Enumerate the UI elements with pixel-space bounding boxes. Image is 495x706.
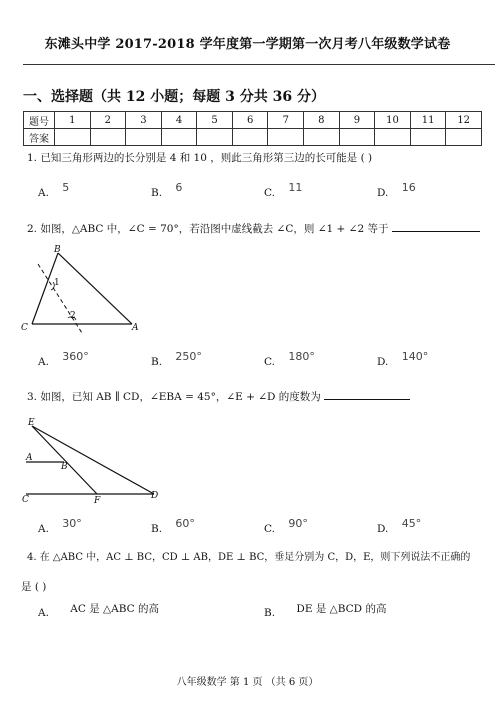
point-label-a: A [26, 453, 33, 463]
option-value: 45° [401, 517, 422, 530]
option-letter: A. [38, 356, 49, 368]
question-2-stem: 2. 如图，△ABC 中，∠C = 70°，若沿图中虚线截去 ∠C，则 ∠1 + ∠2 等于 [27, 223, 389, 235]
answer-cell[interactable] [339, 129, 375, 146]
question-number-cell: 2 [90, 112, 126, 129]
row-label-number: 题号 [24, 112, 55, 129]
question-1-text: 1. 已知三角形两边的长分别是 4 和 10 ，则此三角形第三边的长可能是 ( ) [27, 152, 373, 164]
question-number-cell: 7 [268, 112, 304, 129]
option-letter: B. [264, 607, 276, 619]
row-label-answer: 答案 [24, 129, 55, 146]
option-value: 60° [175, 517, 195, 530]
question-number-cell: 6 [232, 112, 268, 129]
parallel-lines-figure [18, 412, 168, 504]
q1-option-a[interactable] [38, 181, 70, 199]
answer-cell[interactable] [410, 129, 446, 146]
option-value: 180° [288, 350, 315, 363]
option-letter: A. [38, 187, 49, 199]
angle-label-1: 1 [54, 278, 60, 288]
q4-option-a[interactable] [38, 605, 159, 620]
question-3-stem: 3. 如图，已知 AB ∥ CD，∠EBA = 45°，∠E + ∠D 的度数为 [27, 391, 321, 403]
option-letter: D. [377, 523, 389, 535]
option-value: 6 [175, 181, 183, 194]
option-value: 90° [288, 517, 308, 530]
answer-cell[interactable] [268, 129, 304, 146]
answer-cell[interactable] [55, 129, 91, 146]
option-letter: A. [38, 607, 49, 619]
option-value: AC 是 △ABC 的高 [70, 603, 159, 615]
section-heading: 一、选择题（共 12 小题；每题 3 分共 36 分） [23, 89, 325, 105]
option-letter: A. [38, 523, 49, 535]
answer-blank[interactable] [392, 220, 480, 232]
triangle-abc-figure [18, 242, 148, 334]
option-value: 30° [62, 517, 82, 530]
vertex-label-a: A [132, 323, 139, 333]
answer-table [23, 111, 482, 146]
question-number-cell: 10 [375, 112, 411, 129]
answer-table-number-row [24, 112, 482, 129]
q2-option-b[interactable] [151, 350, 202, 368]
point-label-d: D [151, 491, 159, 501]
option-value: 5 [62, 181, 70, 194]
option-value: 11 [288, 181, 303, 194]
option-letter: C. [264, 523, 275, 535]
answer-cell[interactable] [232, 129, 268, 146]
q1-option-d[interactable] [377, 181, 416, 199]
answer-cell[interactable] [304, 129, 340, 146]
answer-cell[interactable] [126, 129, 162, 146]
option-letter: B. [151, 356, 163, 368]
question-4-text-line2: 是 ( ) [21, 581, 47, 593]
exam-title: 东滩头中学 2017-2018 学年度第一学期第一次月考八年级数学试卷 [44, 37, 451, 52]
question-3-text [27, 388, 410, 404]
question-number-cell: 8 [304, 112, 340, 129]
q2-option-d[interactable] [377, 350, 429, 368]
question-number-cell: 5 [197, 112, 233, 129]
question-number-cell: 12 [446, 112, 482, 129]
option-value: 16 [401, 181, 416, 194]
q2-option-c[interactable] [264, 350, 315, 368]
answer-cell[interactable] [161, 129, 197, 146]
question-number-cell: 1 [55, 112, 91, 129]
point-label-f: F [94, 496, 101, 504]
angle-label-2: 2 [70, 311, 76, 321]
question-number-cell: 3 [126, 112, 162, 129]
q2-option-a[interactable] [38, 350, 89, 368]
answer-blank[interactable] [324, 388, 410, 400]
option-value: 360° [62, 350, 89, 363]
answer-cell[interactable] [375, 129, 411, 146]
title-divider [23, 64, 495, 65]
option-letter: C. [264, 187, 275, 199]
option-letter: B. [151, 523, 163, 535]
page-footer: 八年级数学 第 1 页 （共 6 页） [176, 677, 319, 688]
question-number-cell: 4 [161, 112, 197, 129]
q1-option-b[interactable] [151, 181, 183, 199]
q3-option-a[interactable] [38, 517, 82, 535]
answer-table-answer-row [24, 129, 482, 146]
question-4-text-line1: 4. 在 △ABC 中，AC ⊥ BC，CD ⊥ AB，DE ⊥ BC，垂足分别为 C，D，E，则下列说法不正确的 [27, 552, 471, 563]
option-value: DE 是 △BCD 的高 [296, 603, 387, 615]
option-letter: C. [264, 356, 275, 368]
vertex-label-b: B [54, 245, 61, 255]
question-2-text [27, 220, 480, 236]
option-letter: D. [377, 187, 389, 199]
option-value: 140° [401, 350, 429, 363]
question-number-cell: 11 [410, 112, 446, 129]
option-letter: B. [151, 187, 163, 199]
option-letter: D. [377, 356, 389, 368]
vertex-label-c: C [21, 323, 28, 333]
q3-option-c[interactable] [264, 517, 308, 535]
question-number-cell: 9 [339, 112, 375, 129]
answer-cell[interactable] [90, 129, 126, 146]
option-value: 250° [175, 350, 202, 363]
point-label-b: B [61, 462, 68, 472]
answer-cell[interactable] [197, 129, 233, 146]
point-label-e: E [28, 418, 35, 428]
q1-option-c[interactable] [264, 181, 303, 199]
answer-cell[interactable] [446, 129, 482, 146]
q4-option-b[interactable] [264, 605, 386, 620]
q3-option-d[interactable] [377, 517, 422, 535]
point-label-c: C [22, 495, 29, 504]
q3-option-b[interactable] [151, 517, 195, 535]
